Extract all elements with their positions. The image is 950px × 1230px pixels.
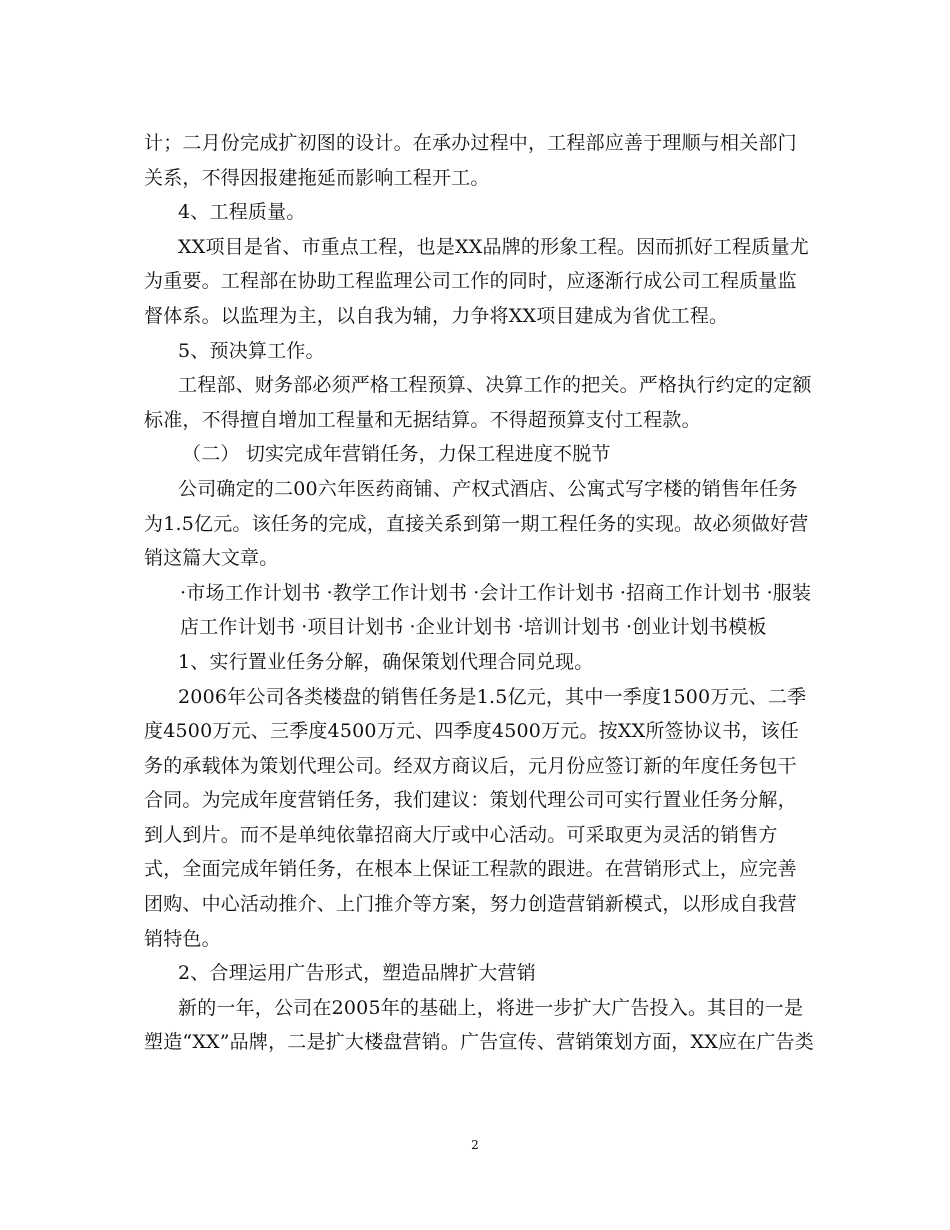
paragraph: 工程部、财务部必须严格工程预算、决算工作的把关。严格执行约定的定额标准，不得擅自增加工程量和无据结算。不得超预算支付工程款。 — [144, 374, 812, 431]
link-teaching-plan[interactable]: ·教学工作计划书 — [326, 581, 468, 604]
document-body — [144, 126, 814, 1060]
related-links — [144, 576, 814, 645]
link-accounting-plan[interactable]: ·会计工作计划书 — [473, 581, 614, 604]
paragraph: 新的一年，公司在2005年的基础上，将进一步扩大广告投入。其目的一是塑造“XX”品牌，二是扩大楼盘营销。广告宣传、营销策划方面，XX应在广告类 — [144, 996, 814, 1054]
link-enterprise-plan[interactable]: ·企业计划书 — [409, 616, 512, 639]
link-training-plan[interactable]: ·培训计划书 — [517, 616, 620, 639]
paragraph: 2006年公司各类楼盘的销售任务是1.5亿元，其中一季度1500万元、二季度4500万元、三季度4500万元、四季度4500万元。按XX所签协议书，该任务的承载体为策划代理公司。经双方商议后，元月份应签订新的年度任务包干合同。为完成年度营销任务，我们建议：策划代理公司可实行置业任务分解，到人到片。而不是单纯依靠招商大厅或中心活动。可采取更为灵活的销售方式，全面完成年销任务，在根本上保证工程款的跟进。在营销形式上，应完善团购、中心活动推介、上门推介等方案，努力创造营销新模式，以形成自我营销特色。 — [144, 685, 807, 950]
link-project-plan[interactable]: ·项目计划书 — [301, 616, 404, 639]
section-heading: （二） 切实完成年营销任务，力保工程进度不脱节 — [182, 443, 611, 466]
paragraph: XX项目是省、市重点工程，也是XX品牌的形象工程。因而抓好工程质量尤为重要。工程部在协助工程监理公司工作的同时，应逐渐行成公司工程质量监督体系。以监理为主，以自我为辅，力争将XX项目建成为省优工程。 — [144, 235, 809, 327]
page-number: 2 — [471, 1138, 479, 1152]
heading-engineering-quality: 4、工程质量。 — [178, 201, 306, 224]
subheading-task-decomposition: 1、实行置业任务分解，确保策划代理合同兑现。 — [178, 650, 594, 673]
link-startup-plan-template[interactable]: ·创业计划书模板 — [625, 616, 767, 639]
heading-budget-work: 5、预决算工作。 — [178, 339, 325, 362]
link-clothing-store-plan[interactable]: ·服装店工作计划书 — [180, 581, 812, 639]
paragraph: 公司确定的二00六年医药商铺、产权式酒店、公寓式写字楼的销售年任务为1.5亿元。该任务的完成，直接关系到第一期工程任务的实现。故必须做好营销这篇大文章。 — [144, 477, 809, 570]
subheading-advertising: 2、合理运用广告形式，塑造品牌扩大营销 — [178, 962, 536, 985]
link-investment-plan[interactable]: ·招商工作计划书 — [619, 581, 761, 604]
paragraph: 计；二月份完成扩初图的设计。在承办过程中，工程部应善于理顺与相关部门关系，不得因报建拖延而影响工程开工。 — [144, 132, 797, 189]
link-market-plan[interactable]: ·市场工作计划书 — [180, 581, 321, 604]
